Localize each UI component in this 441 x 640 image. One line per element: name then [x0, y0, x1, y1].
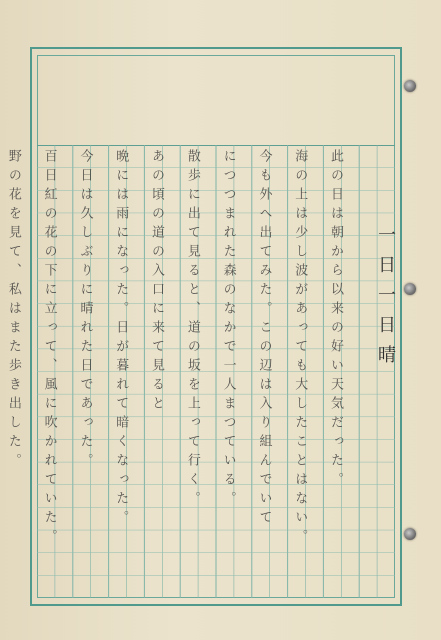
- manuscript-column: 今も外へ出てみた。この辺は入り組んでいて: [256, 149, 272, 529]
- manuscript-column: 海の上は少し波があっても大したことはない。: [292, 149, 308, 548]
- manuscript-column: 晩には雨になった。日が暮れて暗くなった。: [113, 149, 129, 529]
- manuscript-column: 散歩に出て見ると、道の坂を上って行く。: [184, 149, 200, 510]
- manuscript-column: につつまれた森のなかで一人まつている。: [220, 149, 236, 510]
- binding-hole-bottom: [404, 528, 416, 540]
- manuscript-column: 野の花を見て、私はまた歩き出した。: [5, 149, 21, 472]
- manuscript-column: 今日は久しぶりに晴れた日であった。: [77, 149, 93, 472]
- manuscript-column: 此の日は朝から以来の好い天気だった。: [328, 149, 344, 491]
- manuscript-column: あの頃の道の入口に来て見ると: [149, 149, 165, 415]
- binding-hole-middle: [404, 283, 416, 295]
- manuscript-title: 一日一日晴: [375, 225, 396, 375]
- manuscript-column: 百日紅の花の下に立って、風に吹かれていた。: [41, 149, 57, 548]
- binding-hole-top: [404, 80, 416, 92]
